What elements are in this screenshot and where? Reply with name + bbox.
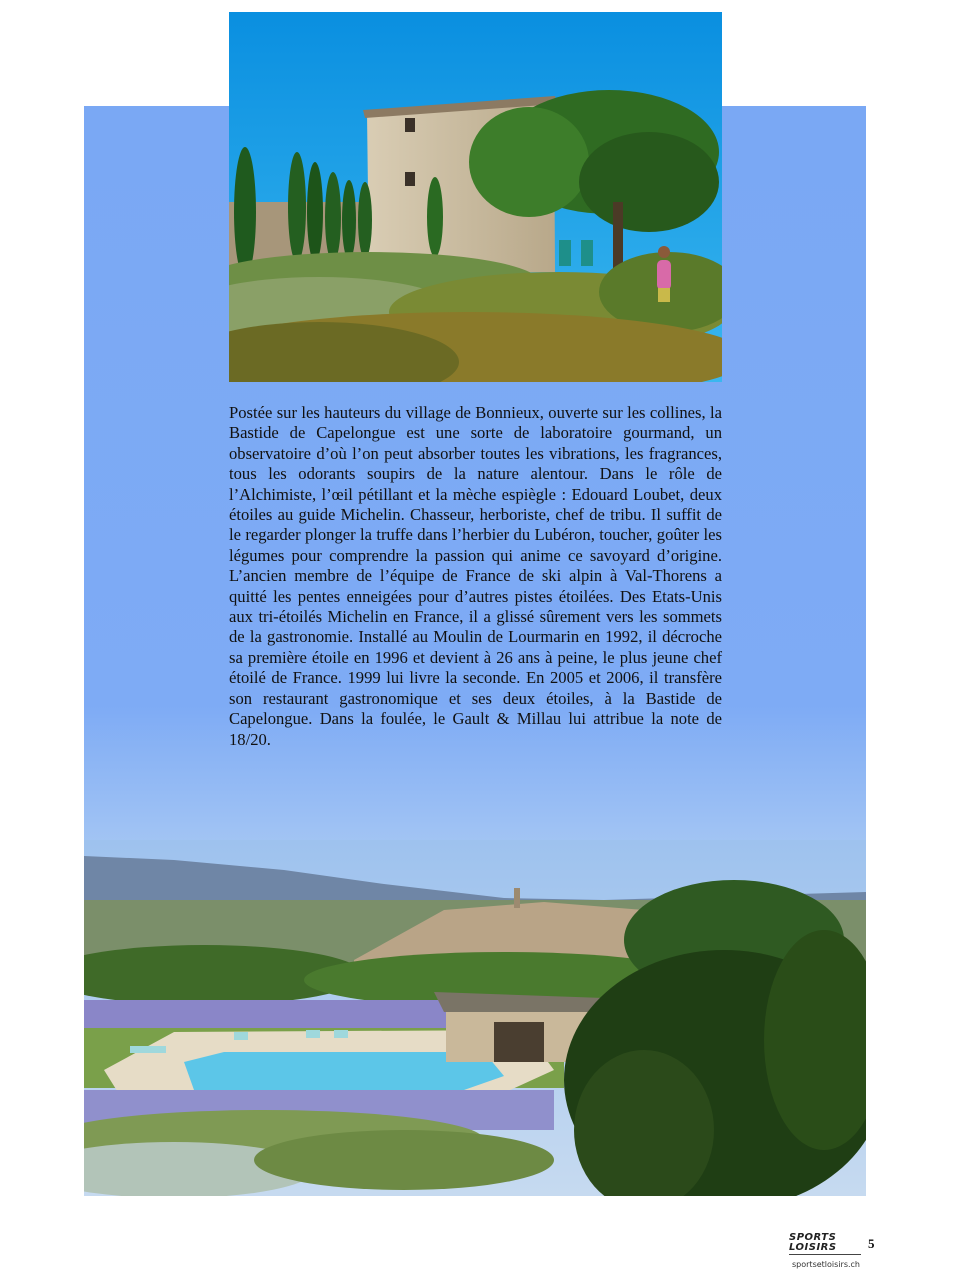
logo-text-line2: LOISIRS — [789, 1242, 837, 1253]
footer-url[interactable]: sportsetloisirs.ch — [792, 1260, 860, 1269]
bonnieux-panorama-photo — [84, 840, 866, 1196]
bastide-photo — [229, 12, 722, 382]
article-body: Postée sur les hauteurs du village de Bonnieux, ouverte sur les collines, la Bastide de Capelongue est une sorte de laboratoire gourmand, un observatoire d’où l’on peut absorber toutes les vibrations, les fragrances, tous les odorants soupirs de la nature alentour. Dans le rôle de l’Alchimiste, l’œil pétillant et la mèche espiègle : Edouard Loubet, deux étoiles au guide Michelin. Chasseur, herboriste, chef de tribu. Il suffit de le regarder plonger la truffe dans l’herbier du Lubéron, toucher, goûter les légumes pour comprendre la passion qui anime ce savoyard d’origine. L’ancien membre de l’équipe de France de ski alpin à Val-Thorens a quitté les pentes enneigées pour d’autres pistes étoilées. Des Etats-Unis aux tri-étoilés Michelin en France, il a glissé sûrement vers les sommets de la gastronomie. Installé au Moulin de Lourmarin en 1992, il décroche sa première étoile en 1996 et devient à 26 ans à peine, le plus jeune chef étoilé de France. 1999 lui livre la seconde. En 2005 et 2006, il transfère son restaurant gastronomique et ses deux étoiles, à la Bastide de Capelongue. Dans la foulée, le Gault & Millau lui attribue la note de 18/20. — [229, 403, 722, 749]
sports-loisirs-logo — [789, 1233, 861, 1259]
logo-rule — [789, 1254, 861, 1255]
page-number: 5 — [868, 1236, 875, 1251]
logo-text-line1: SPORTS — [789, 1232, 837, 1243]
